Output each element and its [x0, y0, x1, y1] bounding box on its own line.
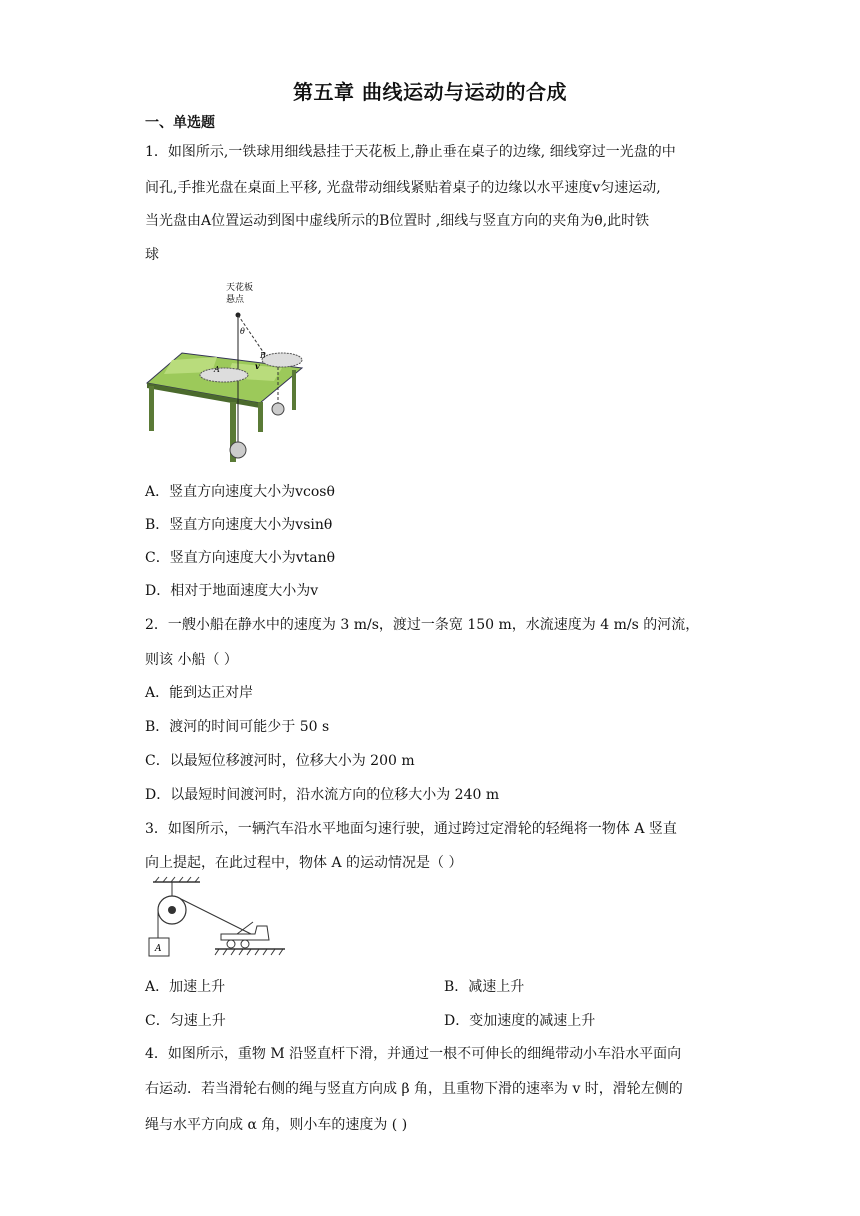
q1-text-line: 球 [145, 247, 159, 263]
q2-option-d: D．以最短时间渡河时，沿水流方向的位移大小为 240 m [145, 787, 500, 803]
q1-table-figure [142, 278, 307, 464]
q1-text-line: 间孔,手推光盘在桌面上平移, 光盘带动细线紧贴着桌子的边缘以水平速度v匀速运动, [145, 180, 661, 196]
q1-text-line: 1．如图所示,一铁球用细线悬挂于天花板上,静止垂在桌子的边缘, 细线穿过一光盘的中 [145, 144, 676, 160]
q4-text-line: 4．如图所示，重物 M 沿竖直杆下滑，并通过一根不可伸长的细绳带动小车沿水平面向 [145, 1046, 682, 1062]
q1-option-b: B．竖直方向速度大小为vsinθ [145, 517, 333, 533]
q4-text-line: 右运动．若当滑轮右侧的绳与竖直方向成 β 角，且重物下滑的速率为 v 时，滑轮左侧的 [145, 1081, 683, 1097]
q1-figure-label-theta: θ [240, 327, 245, 336]
q3-option-c: C．匀速上升 [145, 1013, 226, 1029]
q1-figure-label-b: B [260, 351, 266, 360]
q3-option-a: A．加速上升 [145, 979, 226, 995]
q1-option-a: A．竖直方向速度大小为vcosθ [145, 484, 335, 500]
q3-option-d: D．变加速度的减速上升 [444, 1013, 596, 1029]
q2-option-c: C．以最短位移渡河时，位移大小为 200 m [145, 753, 415, 769]
q3-text-line: 3．如图所示，一辆汽车沿水平地面匀速行驶，通过跨过定滑轮的轻绳将一物体 A 竖直 [145, 821, 677, 837]
q2-option-a: A．能到达正对岸 [145, 685, 254, 701]
q2-text-line: 则该 小船（ ） [145, 652, 238, 668]
q1-option-c: C．竖直方向速度大小为vtanθ [145, 550, 336, 566]
q1-figure-label-v: v [255, 361, 260, 371]
section-heading: 一、单选题 [145, 115, 215, 131]
page-title: 第五章 曲线运动与运动的合成 [293, 80, 567, 104]
q1-figure-label-pivot: 悬点 [226, 295, 245, 305]
q3-text-line: 向上提起，在此过程中，物体 A 的运动情况是（ ） [145, 855, 463, 871]
q2-option-b: B．渡河的时间可能少于 50 s [145, 719, 330, 735]
q1-figure-label-a: A [214, 365, 220, 374]
q4-text-line: 绳与水平方向成 α 角，则小车的速度为 ( ) [145, 1117, 408, 1133]
q1-figure-label-ceiling: 天花板 [226, 283, 254, 293]
q3-pulley-figure [145, 876, 290, 962]
q3-figure-label-a: A [155, 944, 162, 954]
q1-option-d: D．相对于地面速度大小为v [145, 583, 319, 599]
q2-text-line: 2．一艘小船在静水中的速度为 3 m/s，渡过一条宽 150 m，水流速度为 4 m/s 的河流， [145, 617, 700, 633]
q1-text-line: 当光盘由A位置运动到图中虚线所示的B位置时 ,细线与竖直方向的夹角为θ,此时铁 [145, 213, 650, 229]
q3-option-b: B．减速上升 [444, 979, 525, 995]
